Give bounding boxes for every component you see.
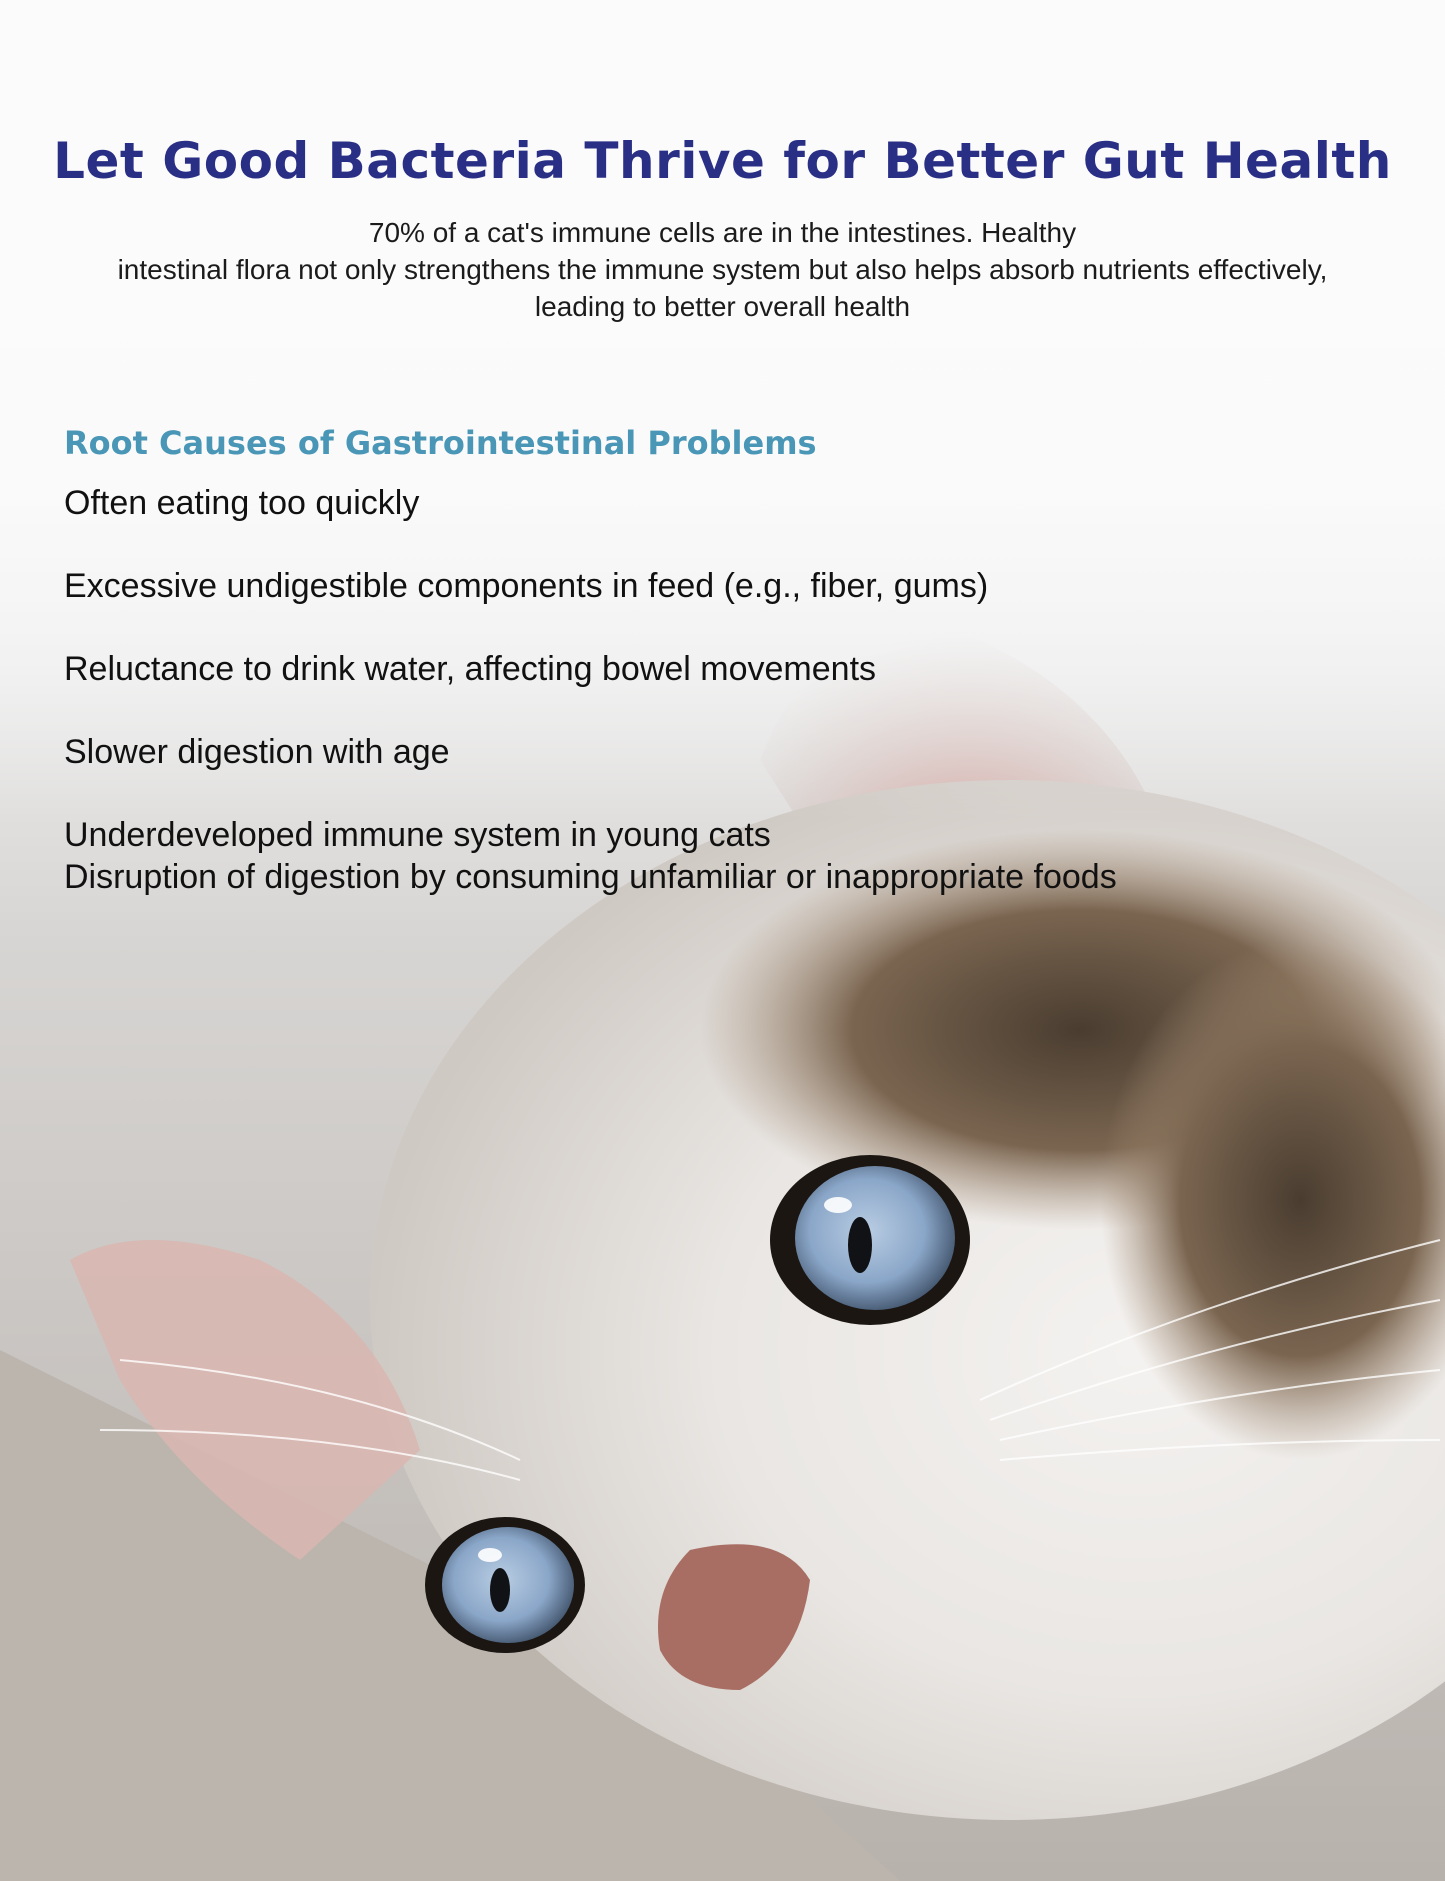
list-item: Often eating too quickly <box>64 484 420 522</box>
list-item: Underdeveloped immune system in young cats <box>64 816 771 854</box>
causes-list <box>64 482 1364 898</box>
intro-paragraph <box>50 214 1395 325</box>
intro-line: leading to better overall health <box>534 291 911 322</box>
list-item: Disruption of digestion by consuming unfamiliar or inappropriate foods <box>64 858 1117 896</box>
list-item: Excessive undigestible components in feed (e.g., fiber, gums) <box>64 567 989 605</box>
section-heading: Root Causes of Gastrointestinal Problems <box>64 424 817 462</box>
list-item: Reluctance to drink water, affecting bowel movements <box>64 650 877 688</box>
intro-line: intestinal flora not only strengthens the immune system but also helps absorb nutrients effectively, <box>117 254 1328 285</box>
list-item: Slower digestion with age <box>64 733 450 771</box>
intro-line: 70% of a cat's immune cells are in the intestines. Healthy <box>368 217 1077 248</box>
page-title: Let Good Bacteria Thrive for Better Gut Health <box>53 132 1392 190</box>
